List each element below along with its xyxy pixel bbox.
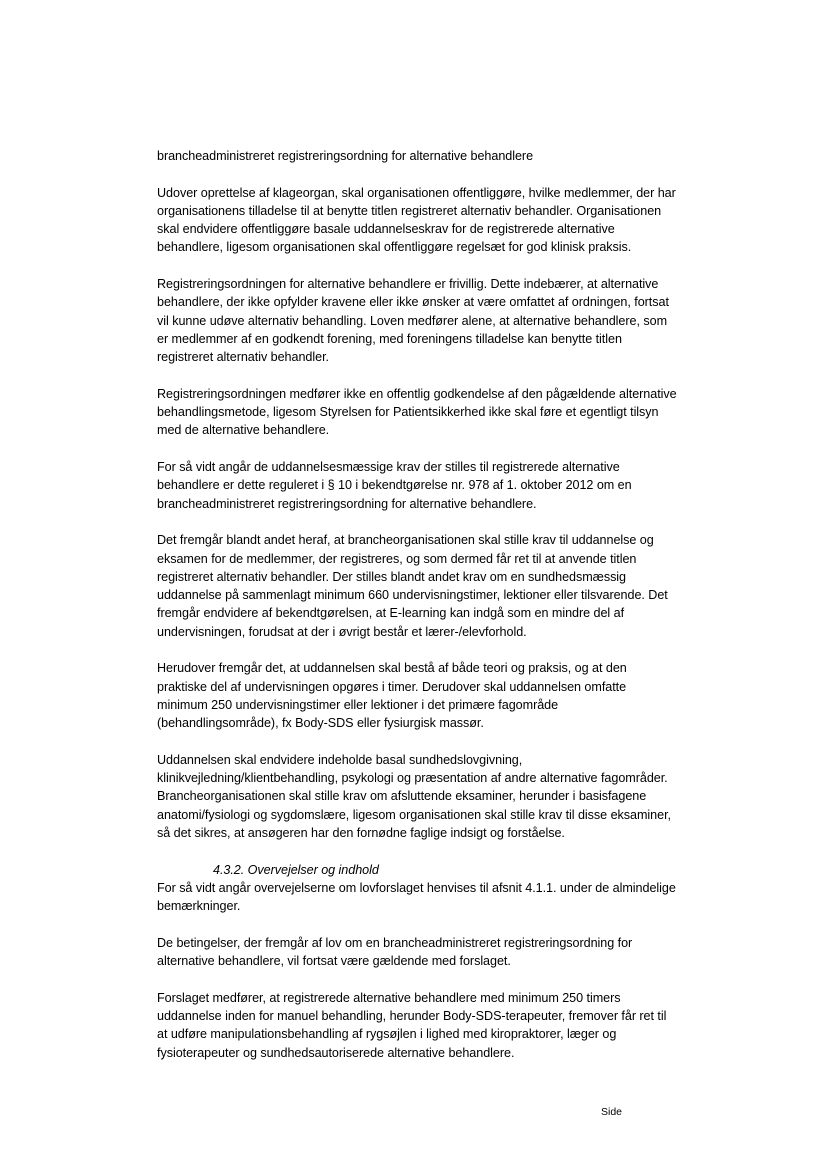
paragraph: Forslaget medfører, at registrerede alternative behandlere med minimum 250 timers uddannelse inden for manuel behandling, herunder Body-SDS-terapeuter, fremover får ret til at udføre manipulationsbehandling af rygsøjlen i lighed med kiropraktorer, læger og fysioterapeuter og sundhedsautoriserede alternative behandlere.: [157, 990, 667, 1060]
paragraph: For så vidt angår de uddannelsesmæssige krav der stilles til registrerede alternative behandlere er dette reguleret i § 10 i bekendtgørelse nr. 978 af 1. oktober 2012 om en brancheadministreret registreringsordning for alternative behandlere.: [157, 460, 632, 511]
paragraph: Herudover fremgår det, at uddannelsen skal bestå af både teori og praksis, og at den praktiske del af undervisningen opgøres i timer. Derudover skal uddannelsen omfatte minimum 250 undervisningstimer eller lektioner i det primære fagområde (behandlingsområde), fx Body-SDS eller fysiurgisk massør.: [157, 661, 627, 731]
paragraph: Registreringsordningen for alternative behandlere er frivillig. Dette indebærer, at alternative behandlere, der ikke opfylder kravene eller ikke ønsker at være omfattet af ordningen, fortsat vil kunne udøve alternativ behandling. Loven medfører alene, at alternative behandlere, som er medlemmer af en godkendt forening, med foreningens tilladelse kan benytte titlen registreret alternativ behandler.: [157, 277, 669, 365]
document-body: [157, 147, 677, 1062]
paragraph: De betingelser, der fremgår af lov om en brancheadministreret registreringsordning for alternative behandlere, vil fortsat være gældende med forslaget.: [157, 935, 633, 969]
paragraph: Det fremgår blandt andet heraf, at brancheorganisationen skal stille krav til uddannelse og eksamen for de medlemmer, der registreres, og som dermed får ret til at anvende titlen registreret alternativ behandler. Der stilles blandt andet krav om en sundhedsmæssig uddannelse på sammenlagt minimum 660 undervisningstimer, lektioner eller tilsvarende. Det fremgår endvidere af bekendtgørelsen, at E-learning kan indgå som en mindre del af undervisningen, forudsat at der i øvrigt består et lærer-/elevforhold.: [157, 533, 668, 639]
paragraph: For så vidt angår overvejelserne om lovforslaget henvises til afsnit 4.1.1. under de almindelige bemærkninger.: [157, 880, 676, 914]
section-heading: 4.3.2. Overvejelser og indhold: [213, 862, 379, 877]
page-footer-label: Side: [601, 1106, 623, 1118]
paragraph: Registreringsordningen medfører ikke en offentlig godkendelse af den pågældende alternative behandlingsmetode, ligesom Styrelsen for Patientsikkerhed ikke skal føre et egentligt tilsyn med de alternative behandlere.: [157, 386, 677, 438]
paragraph: Uddannelsen skal endvidere indeholde basal sundhedslovgivning, klinikvejledning/klientbehandling, psykologi og præsentation af andre alternative fagområder. Brancheorganisationen skal stille krav om afsluttende eksaminer, herunder i basisfagene anatomi/fysiologi og sygdomslære, ligesom organisationen skal stille krav til disse eksaminer, så det sikres, at ansøgeren har den fornødne faglige indsigt og forståelse.: [157, 752, 671, 840]
intro-line: brancheadministreret registreringsordning for alternative behandlere: [157, 149, 534, 163]
paragraph: Udover oprettelse af klageorgan, skal organisationen offentliggøre, hvilke medlemmer, der har organisationens tilladelse til at benytte titlen registreret alternativ behandler. Organisationen skal endvidere offentliggøre basale uddannelseskrav for de registrerede alternative behandlere, ligesom organisationen skal offentliggøre regelsæt for god klinisk praksis.: [157, 185, 676, 255]
